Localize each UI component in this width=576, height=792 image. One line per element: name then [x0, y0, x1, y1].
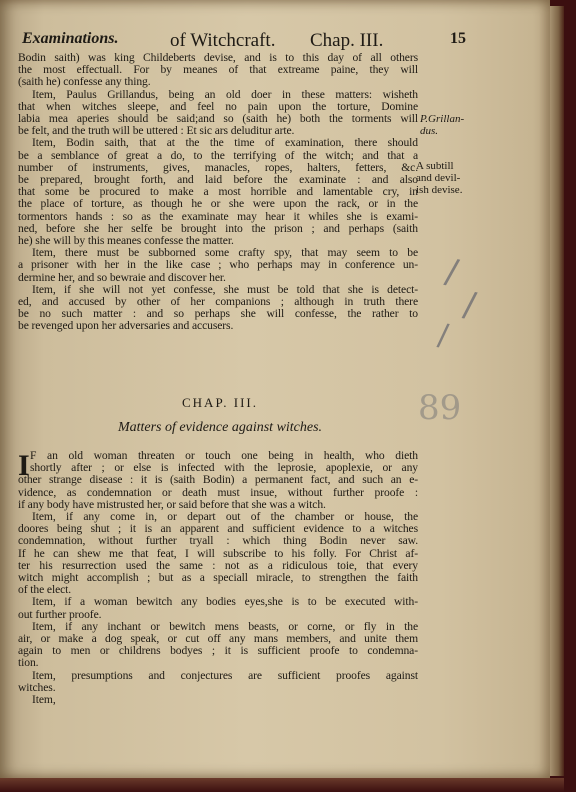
text-line: that some be procured to make a most horrible and lamentable cry, in: [18, 185, 418, 199]
margin-note-line: ish devise.: [416, 184, 463, 196]
running-header: [22, 30, 492, 52]
text-line: Item, Bodin saith, that at the the time of examination, there should: [32, 136, 418, 150]
drop-cap: I: [18, 449, 30, 482]
text-line: Item, if any inchant or bewitch mens beasts, or corne, or fly in the: [32, 619, 418, 633]
text-line: other strange disease : it is (saith Bodin) a permanent fact, and such an e-: [18, 473, 418, 487]
pencil-numeral-icon: 89: [418, 388, 462, 428]
running-title: Examinations.: [22, 30, 119, 47]
pencil-mark-icon: /: [441, 251, 462, 293]
text-line: of the elect.: [18, 583, 72, 597]
text-line: labia mea aperies should be said;and so (saith he) both the torments will: [18, 112, 418, 126]
text-line: F an old woman threaten or touch one being in health, who dieth: [30, 449, 418, 462]
text-line: (saith he) confesse any thing.: [18, 75, 151, 89]
text-line: ter his resurrection used the same : not as a ridiculous toie, that every: [18, 558, 418, 572]
pencil-mark-icon: /: [460, 284, 479, 326]
header-middle-title: of Witchcraft.: [170, 30, 276, 51]
text-line: again to men or childrens bodyes ; it is sufficient proofe to condemna-: [18, 644, 418, 658]
chapter-title: Matters of evidence against witches.: [117, 420, 323, 435]
text-line: be a semblance of great a do, to the terrifying of the witch; and that a: [18, 148, 418, 162]
text-line: the place of torture, as though he or she were upon the rack, or in the: [18, 197, 418, 211]
text-line: witches.: [18, 680, 56, 694]
text-line: dermine her, and so bewraie and discover her.: [18, 270, 226, 284]
text-line: condemnation, without further tryall : which thing Bodin never saw.: [18, 534, 418, 548]
text-line: that when witches sleepe, and feel no pain upon the torture, Domine: [18, 99, 418, 113]
text-line: if any body have mistrusted her, or said before that she was a witch.: [18, 497, 326, 511]
text-line: ed, and accused by other of her companions ; although in truth there: [18, 295, 418, 309]
text-line: Item,: [32, 693, 56, 707]
text-line: be no such matter : and so perhaps she will confesse, the rather to: [18, 307, 418, 321]
margin-note-line: P.Grillan-: [420, 113, 465, 125]
text-line: Item, if a woman bewitch any bodies eyes,she is to be executed with-: [32, 595, 418, 609]
text-line: tormentors hands : so as the examinate may hear it whiles she is exami-: [18, 209, 418, 223]
text-line: witch might accomplish ; but as a speciall miracle, to strengthen the faith: [18, 571, 418, 585]
text-line: tion.: [18, 656, 39, 670]
text-line: out further proofe.: [18, 607, 102, 621]
chapter-heading: CHAP. III.: [182, 395, 258, 410]
book-fore-edge: [550, 6, 564, 776]
text-line: doores being shut ; it is an apparent and sufficient evidence to a witches: [18, 522, 418, 536]
header-chapter: Chap. III.: [310, 30, 384, 51]
text-line: a prisoner with her in the like case ; who perhaps may in conference un-: [18, 258, 418, 272]
text-line: vidence, as condemnation or death must insue, without further proofe :: [18, 485, 418, 499]
page-number: 15: [450, 30, 466, 47]
text-line: number of instruments, gives, manacles, ropes, halters, fetters, &c.: [18, 160, 418, 174]
text-line: he) she will by this meanes confesse the matter.: [18, 234, 234, 248]
text-block-examinations: [18, 52, 418, 333]
margin-note-line: dus.: [420, 125, 439, 137]
text-line: the most effectuall. For by meanes of that extreame paine, they will: [18, 63, 418, 77]
text-line: If he can shew me that feat, I will subscribe to his folly. For Christ af-: [18, 546, 418, 560]
text-line: Item, there must be subborned some crafty spy, that may seem to be: [32, 246, 418, 260]
text-block-evidence: [18, 450, 418, 706]
margin-note-grillandus: [420, 113, 464, 137]
text-line: Bodin saith) was king Childeberts devise, and is to this day of all others: [18, 51, 418, 64]
text-line: ned, before she her selfe be brought into the prison ; and perhaps (saith: [18, 221, 418, 235]
text-line: be prepared, brought forth, and laid before the examinate : and also: [18, 173, 418, 187]
margin-note-line: A subtill: [416, 160, 454, 172]
text-line: Item, presumptions and conjectures are sufficient proofes against: [32, 668, 418, 682]
text-line: air, or make a dog speak, or cut off any mans members, and unite them: [18, 632, 418, 646]
text-line: Item, if any come in, or depart out of the chamber or house, the: [32, 510, 418, 524]
text-line: Item, if she will not yet confesse, she must be told that she is detect-: [32, 282, 418, 296]
text-line: be revenged upon her adversaries and accusers.: [18, 319, 234, 333]
text-line: be felt, and the truth will be uttered : Et sic ars deluditur arte.: [18, 124, 295, 138]
book-cover-edge: [0, 778, 564, 792]
margin-note-devise: [416, 160, 462, 196]
text-line: Item, Paulus Grillandus, being an old doer in these matters: wisheth: [32, 87, 418, 101]
margin-note-line: and devil-: [416, 172, 461, 184]
pencil-mark-icon: /: [435, 317, 451, 354]
text-line: shortly after ; or else is infected with the leprosie, apoplexie, or any: [30, 461, 418, 475]
